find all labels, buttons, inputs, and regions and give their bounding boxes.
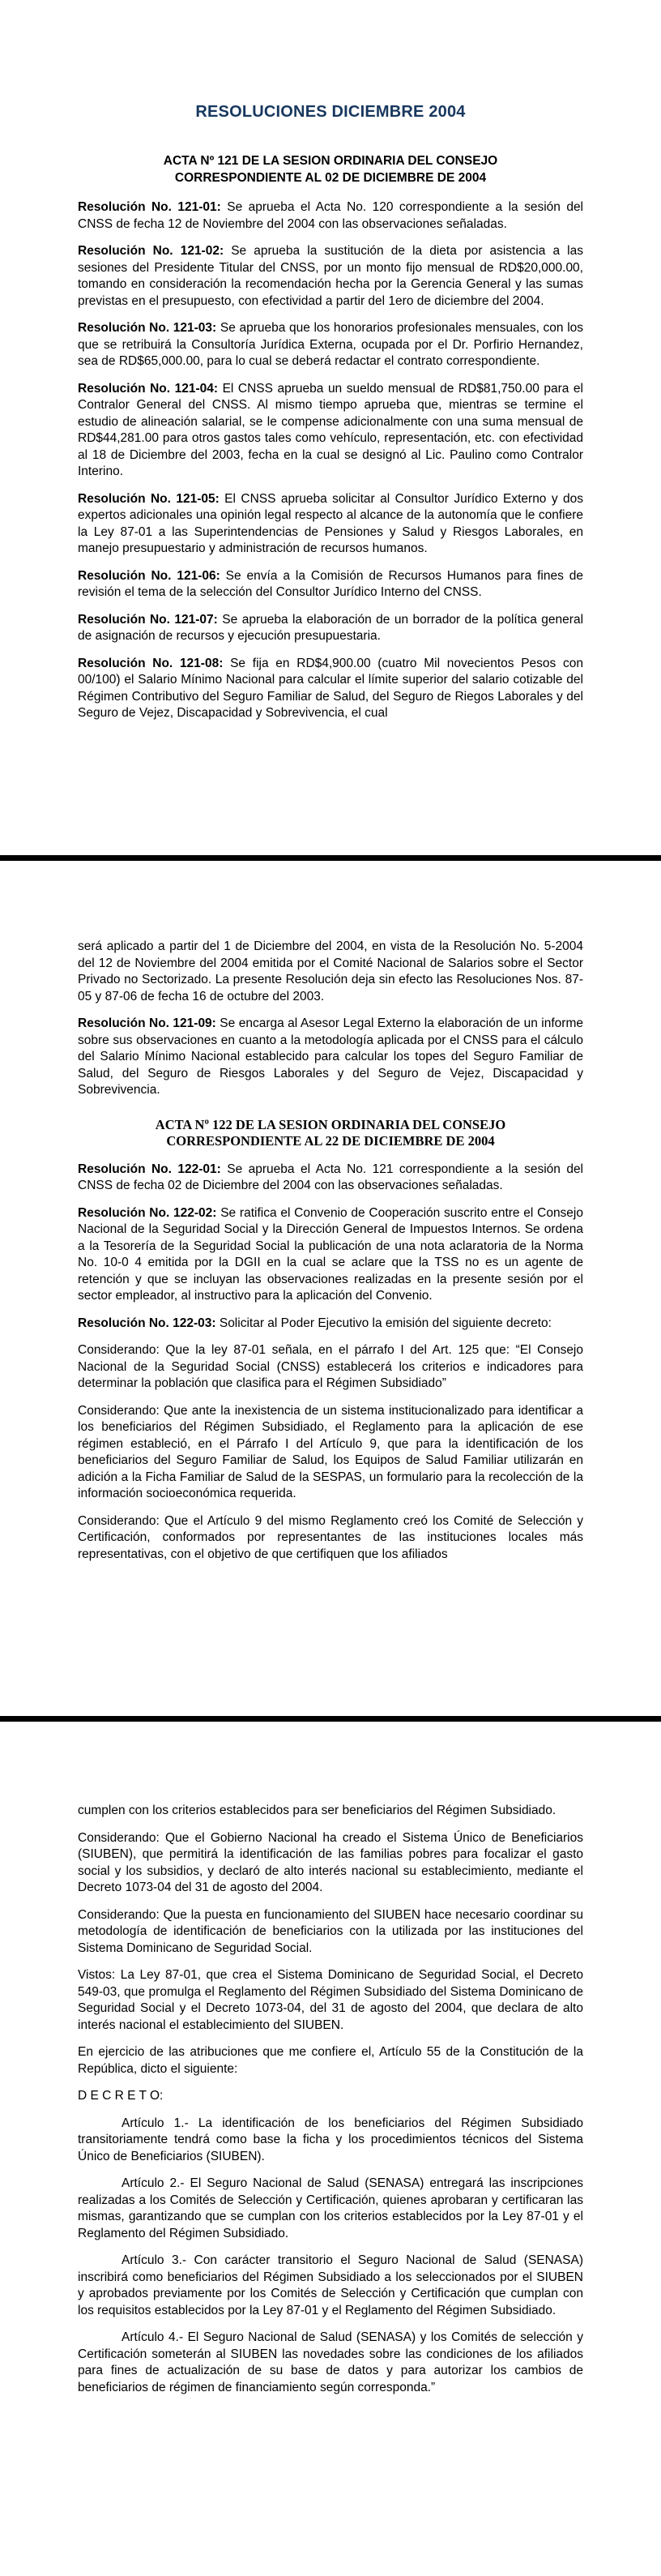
- resolution-number: Resolución No. 121-03:: [78, 321, 217, 335]
- para-resolucion-122-01: [78, 1162, 583, 1195]
- acta-122-heading-line2: CORRESPONDIENTE AL 22 DE DICIEMBRE DE 2004: [166, 1133, 495, 1149]
- para-articulo-4: [78, 2330, 583, 2396]
- para-resolucion-121-04: [78, 381, 583, 481]
- acta-122-heading-line1: ACTA Nº 122 DE LA SESION ORDINARIA DEL CONSEJO: [155, 1116, 506, 1132]
- para-articulo-3: [78, 2253, 583, 2319]
- para-resolucion-121-09: [78, 1016, 583, 1099]
- para-ejercicio: [78, 2044, 583, 2077]
- ejercicio-text: En ejercicio de las atribuciones que me confiere el, Artículo 55 de la Constitución de la República, dicto el siguiente:: [78, 2045, 583, 2076]
- resolution-text: Se aprueba que los honorarios profesionales mensuales, con los que se retribuirá la Consultoría Jurídica Externa, ocupada por el Dr. Porfirio Hernandez, sea de RD$65,000.00, para lo cual se deberá redactar el contrato correspondiente.: [78, 321, 584, 368]
- para-continuation-121-08: [78, 939, 583, 1005]
- para-resolucion-121-06: [78, 568, 583, 601]
- resolution-text: El CNSS aprueba un sueldo mensual de RD$81,750.00 para el Contralor General del CNSS. Al mismo tiempo aprueba que, mientras se termine el estudio de alineación salarial, se le compense adicionalmente con una suma mensual de RD$44,281.00 para otros gastos tales como vehículo, representación, etc. con efectividad al 18 de Diciembre del 2003, fecha en la cual se designó al Lic. Paulino como Contralor Interino.: [78, 381, 584, 478]
- para-considerando-funcionamiento: [78, 1907, 583, 1958]
- resolution-text: Solicitar al Poder Ejecutivo la emisión del siguiente decreto:: [215, 1316, 552, 1330]
- para-resolucion-122-02: [78, 1205, 583, 1305]
- articulo-text: Artículo 2.- El Seguro Nacional de Salud (SENASA) entregará las inscripciones realizadas a los Comités de Selección y Certificación, quienes aprobaran y certificaran las mismas, garantizando que se cumplan con los criterios establecidos por la Ley 87-01 y el Reglamento del Régimen Subsidiado.: [78, 2176, 583, 2240]
- articulo-text: Artículo 3.- Con carácter transitorio el Seguro Nacional de Salud (SENASA) inscribirá como beneficiarios del Régimen Subsidiado a los seleccionados por el SIUBEN y aprobados previamente por los Comités de Selección y Certificación que cumplan con los requisitos establecidos por la Ley 87-01 y el Reglamento del Régimen Subsidiado.: [78, 2253, 583, 2317]
- considerando-text: Considerando: Que ante la inexistencia de un sistema institucionalizado para identificar a los beneficiarios del Régimen Subsidiado, el Reglamento para la aplicación de ese régimen estableció, en el Párrafo I del Artículo 9, que para la identificación de los beneficiarios del Seguro Familiar de Salud, los Equipos de Salud Familiar utilizarán en adición a la Ficha Familiar de Salud de la SESPAS, un formulario para la recolección de la información socioeconómica requerida.: [78, 1403, 583, 1500]
- resolution-text: Se aprueba el Acta No. 120 correspondiente a la sesión del CNSS de fecha 12 de Noviembre del 2004 con las observaciones señaladas.: [78, 200, 584, 231]
- decreto-label: [78, 2088, 583, 2105]
- para-resolucion-121-02: [78, 243, 583, 310]
- resolution-number: Resolución No. 122-02:: [78, 1205, 217, 1220]
- acta-121-heading: [78, 153, 583, 186]
- acta-121-heading-line2: CORRESPONDIENTE AL 02 DE DICIEMBRE DE 2004: [174, 170, 487, 185]
- acta-122-heading: [78, 1117, 583, 1150]
- resolution-number: Resolución No. 121-07:: [78, 612, 218, 627]
- resolution-text: Se aprueba el Acta No. 121 correspondiente a la sesión del CNSS de fecha 02 de Diciembre del 2004 con las observaciones señaladas.: [78, 1162, 584, 1192]
- resolution-number: Resolución No. 122-01:: [78, 1162, 221, 1176]
- page-separator-1: [0, 855, 661, 861]
- resolution-text: El CNSS aprueba solicitar al Consultor Jurídico Externo y dos expertos adicionales una opinión legal respecto al alcance de la autonomía que le confiere la Ley 87-01 a las Superintendencias de Pensiones y Salud y Riesgos Laborales, en manejo presupuestario y administración de recursos humanos.: [78, 491, 583, 555]
- para-resolucion-121-08: [78, 656, 583, 722]
- articulo-text: Artículo 4.- El Seguro Nacional de Salud (SENASA) y los Comités de selección y Certificación someterán al SIUBEN las novedades sobre las condiciones de los afiliados para fines de actualización de su base de datos y para autorizar los cambios de beneficiarios de régimen de financiamiento según corresponda.”: [78, 2330, 583, 2394]
- decreto-text: D E C R E T O:: [78, 2089, 164, 2103]
- page-3: [0, 1722, 661, 2576]
- resolution-number: Resolución No. 121-08:: [78, 656, 224, 670]
- resolution-text: Se aprueba la elaboración de un borrador de la política general de asignación de recursos y ejecución presupuestaria.: [78, 612, 584, 643]
- document-title: RESOLUCIONES DICIEMBRE 2004: [195, 103, 466, 121]
- resolution-text: Se fija en RD$4,900.00 (cuatro Mil novecientos Pesos con 00/100) el Salario Mínimo Nacional para calcular el límite superior del salario cotizable del Régimen Contributivo del Seguro Familiar de Salud, del Seguro de Riegos Laborales y del Seguro de Vejez, Discapacidad y Sobrevivencia, el cual: [78, 656, 584, 720]
- considerando-text: cumplen con los criterios establecidos para ser beneficiarios del Régimen Subsidiado.: [78, 1804, 557, 1817]
- page-separator-2: [0, 1716, 661, 1722]
- resolution-number: Resolución No. 121-01:: [78, 200, 221, 214]
- considerando-text: Considerando: Que la ley 87-01 señala, en el párrafo I del Art. 125 que: “El Consejo Nacional de la Seguridad Social (CNSS) establecerá los criterios e indicadores para determinar la población que clasifica para el Régimen Subsidiado”: [78, 1343, 583, 1390]
- para-vistos: [78, 1967, 583, 2034]
- resolution-text: Se encarga al Asesor Legal Externo la elaboración de un informe sobre sus observaciones en cuanto a la metodología aplicada por el CNSS para el cálculo del Salario Mínimo Nacional establecido para calcular los topes del Seguro Familiar de Salud, del Seguro de Riesgos Laborales y del Seguro de Vejez, Discapacidad y Sobrevivencia.: [78, 1016, 583, 1097]
- articulo-text: Artículo 1.- La identificación de los beneficiarios del Régimen Subsidiado transitoriamente tendrá como base la ficha y los procedimientos técnicos del Sistema Único de Beneficiarios (SIUBEN).: [78, 2116, 583, 2163]
- resolution-text: será aplicado a partir del 1 de Diciembre del 2004, en vista de la Resolución No. 5-2004 del 12 de Noviembre del 2004 emitida por el Comité Nacional de Salarios sobre el Sector Privado no Sectorizado. La presente Resolución deja sin efecto las Resoluciones Nos. 87-05 y 87-06 de fecha 16 de octubre del 2003.: [78, 939, 583, 1003]
- para-resolucion-121-01: [78, 199, 583, 233]
- para-resolucion-121-03: [78, 320, 583, 370]
- para-resolucion-121-07: [78, 612, 583, 645]
- para-articulo-1: [78, 2116, 583, 2166]
- resolution-number: Resolución No. 122-03:: [78, 1316, 216, 1330]
- resolution-text: Se ratifica el Convenio de Cooperación suscrito entre el Consejo Nacional de la Seguridad Social y la Dirección General de Impuestos Internos. Se ordena a la Tesorería de la Seguridad Social la publicación de una nota aclaratoria de la Norma No. 10-0 4 emitida por la DGII en la cual se aclare que la TSS no es un agente de retención y que se incluyan las observaciones realizadas en la presente sesión por el sector empleador, al instructivo para la aplicación del Convenio.: [78, 1205, 583, 1303]
- resolution-number: Resolución No. 121-09:: [78, 1016, 216, 1030]
- para-considerando-2: [78, 1403, 583, 1503]
- para-continuation-considerando: [78, 1803, 583, 1820]
- resolution-number: Resolución No. 121-04:: [78, 381, 219, 396]
- para-considerando-3: [78, 1513, 583, 1564]
- resolution-number: Resolución No. 121-02:: [78, 244, 224, 258]
- page-1: [0, 0, 661, 855]
- acta-121-heading-line1: ACTA Nº 121 DE LA SESION ORDINARIA DEL CONSEJO: [163, 154, 498, 168]
- considerando-text: Considerando: Que la puesta en funcionamiento del SIUBEN hace necesario coordinar su metodología de identificación de beneficiarios con la utilizada por las instituciones del Sistema Dominicano de Seguridad Social.: [78, 1907, 583, 1955]
- para-resolucion-121-05: [78, 491, 583, 558]
- considerando-text: Considerando: Que el Gobierno Nacional ha creado el Sistema Único de Beneficiarios (SIUBEN), que permitirá la identificación de las familias pobres para focalizar el gasto social y los subsidios, y declaró de alto interés nacional su establecimiento, mediante el Decreto 1073-04 del 31 de agosto del 2004.: [78, 1830, 583, 1894]
- resolution-text: Se aprueba la sustitución de la dieta por asistencia a las sesiones del Presidente Titular del CNSS, por un monto fijo mensual de RD$20,000.00, tomando en consideración la recomendación hecha por la Gerencia General y las sumas previstas en el presupuesto, con efectividad a partir del 1ero de diciembre del 2004.: [78, 244, 583, 308]
- page-2: [0, 861, 661, 1716]
- para-articulo-2: [78, 2176, 583, 2242]
- considerando-text: Considerando: Que el Artículo 9 del mismo Reglamento creó los Comité de Selección y Certificación, conformados por representantes de las instituciones locales más representativas, con el objetivo de que certifiquen que los afiliados: [78, 1513, 583, 1561]
- vistos-text: Vistos: La Ley 87-01, que crea el Sistema Dominicano de Seguridad Social, el Decreto 549-03, que promulga el Reglamento del Régimen Subsidiado del Sistema Dominicano de Seguridad Social y el Decreto 1073-04, del 31 de agosto del 2004, que declara de alto interés nacional el establecimiento del SIUBEN.: [78, 1968, 583, 2032]
- resolution-text: Se envía a la Comisión de Recursos Humanos para fines de revisión el tema de la selección del Consultor Jurídico Interno del CNSS.: [78, 568, 583, 599]
- resolution-number: Resolución No. 121-06:: [78, 568, 220, 583]
- para-considerando-1: [78, 1342, 583, 1393]
- resolution-number: Resolución No. 121-05:: [78, 491, 220, 506]
- para-resolucion-122-03: [78, 1316, 583, 1333]
- para-considerando-siuben: [78, 1830, 583, 1897]
